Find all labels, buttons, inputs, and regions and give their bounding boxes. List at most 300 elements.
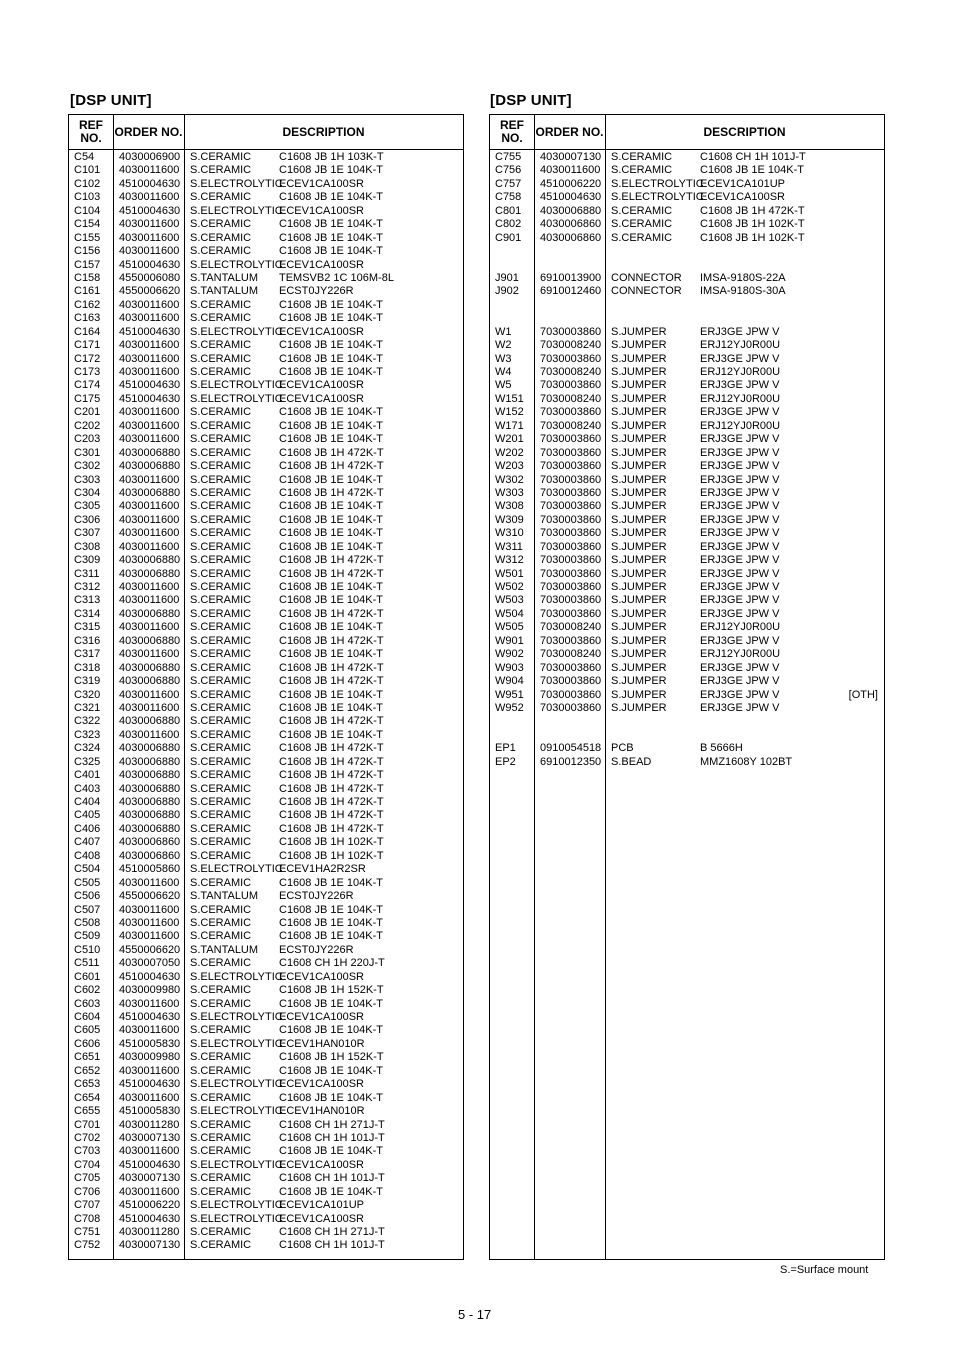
order-no-cell: 4030011600 — [119, 406, 180, 419]
table-row — [69, 554, 463, 567]
order-no-cell: 0910054518 — [540, 742, 602, 755]
order-no-cell: 4550006620 — [119, 285, 181, 298]
table-row — [69, 1119, 463, 1132]
ref-no-cell: C504 — [74, 863, 101, 876]
part-type-cell: S.CERAMIC — [190, 607, 252, 620]
part-type-cell: S.CERAMIC — [190, 634, 252, 647]
left-rows — [69, 151, 463, 1253]
order-no-cell: 4510004630 — [119, 1011, 181, 1023]
part-type-cell: S.JUMPER — [611, 688, 667, 701]
ref-no-cell: W309 — [495, 513, 524, 526]
order-no-cell: 4030006880 — [119, 460, 181, 473]
order-no-cell: 4030007130 — [119, 1239, 181, 1252]
part-value-cell: MMZ1608Y 102BT — [700, 755, 793, 768]
table-row — [490, 756, 884, 769]
part-type-cell: S.JUMPER — [611, 621, 667, 634]
ref-no-cell: W904 — [495, 675, 524, 688]
table-row — [69, 1145, 463, 1158]
table-row — [490, 205, 884, 218]
part-value-cell: ECEV1CA100SR — [700, 191, 785, 204]
part-value-cell: TEMSVB2 1C 106M-8L — [279, 271, 394, 284]
order-no-cell: 7030003860 — [540, 460, 602, 473]
part-type-cell: S.CERAMIC — [190, 984, 252, 997]
order-no-cell: 7030003860 — [540, 325, 602, 338]
part-value-cell: C1608 JB 1H 102K-T — [700, 218, 805, 231]
table-row — [69, 648, 463, 661]
header-ref-no: REF NO. — [79, 118, 103, 145]
table-row — [69, 151, 463, 164]
part-value-cell: ECST0JY226R — [279, 943, 354, 956]
ref-no-cell: W503 — [495, 594, 524, 607]
ref-no-cell: W952 — [495, 701, 524, 714]
ref-no-cell: W302 — [495, 473, 524, 486]
page-number: 5 - 17 — [458, 1307, 492, 1322]
table-row — [490, 232, 884, 245]
part-value-cell: ERJ3GE JPW V — [700, 527, 780, 540]
table-row — [69, 944, 463, 957]
ref-no-cell: C901 — [495, 231, 522, 244]
part-value-cell: C1608 CH 1H 101J-T — [279, 1172, 385, 1185]
part-value-cell: C1608 JB 1H 472K-T — [279, 809, 384, 822]
part-type-cell: S.CERAMIC — [190, 675, 252, 688]
ref-no-cell: C301 — [74, 446, 101, 459]
part-type-cell: S.CERAMIC — [190, 473, 252, 486]
ref-no-cell: C408 — [74, 849, 101, 862]
table-row — [69, 285, 463, 298]
part-type-cell: S.CERAMIC — [611, 218, 673, 231]
part-value-cell: ERJ12YJ0R00U — [700, 392, 781, 405]
part-value-cell: C1608 JB 1H 102K-T — [279, 849, 384, 862]
part-value-cell: C1608 JB 1E 104K-T — [700, 164, 804, 177]
part-type-cell: S.CERAMIC — [190, 661, 252, 674]
table-row — [69, 621, 463, 634]
ref-no-cell: C758 — [495, 191, 522, 204]
part-type-cell: S.CERAMIC — [611, 231, 673, 244]
ref-no-cell: C751 — [74, 1226, 101, 1238]
table-row — [490, 299, 884, 312]
table-row — [69, 474, 463, 487]
part-value-cell: C1608 JB 1E 104K-T — [279, 419, 383, 432]
part-type-cell: S.CERAMIC — [190, 1091, 252, 1104]
order-no-cell: 7030003860 — [540, 607, 602, 620]
ref-no-cell: W2 — [495, 339, 512, 352]
part-value-cell: C1608 JB 1E 104K-T — [279, 406, 383, 419]
part-value-cell: ERJ3GE JPW V — [700, 567, 780, 580]
part-type-cell: S.ELECTROLYTIC — [190, 1199, 283, 1212]
part-value-cell: C1608 JB 1E 104K-T — [279, 621, 383, 634]
order-no-cell: 4030006860 — [119, 836, 181, 849]
order-no-cell: 4030011600 — [119, 540, 180, 553]
ref-no-cell: C157 — [74, 258, 101, 271]
part-type-cell: S.CERAMIC — [190, 191, 252, 204]
order-no-cell: 7030003860 — [540, 540, 602, 553]
part-type-cell: S.CERAMIC — [190, 876, 252, 889]
ref-no-cell: C401 — [74, 769, 101, 782]
part-type-cell: S.ELECTROLYTIC — [190, 392, 283, 405]
ref-no-cell: C651 — [74, 1051, 101, 1064]
ref-no-cell: C756 — [495, 164, 522, 177]
ref-no-cell: C320 — [74, 688, 101, 701]
order-no-cell: 7030003860 — [540, 701, 602, 714]
order-no-cell: 7030003860 — [540, 527, 602, 540]
part-value-cell: ERJ3GE JPW V — [700, 325, 780, 338]
table-row — [69, 1199, 463, 1212]
order-no-cell: 4030006880 — [119, 715, 181, 728]
part-value-cell: C1608 JB 1E 104K-T — [279, 594, 383, 607]
table-row — [69, 702, 463, 715]
part-type-cell: S.CERAMIC — [190, 849, 252, 862]
part-value-cell: ECEV1CA100SR — [279, 204, 364, 217]
order-no-cell: 4030007050 — [119, 957, 181, 970]
part-value-cell: C1608 JB 1H 102K-T — [700, 231, 805, 244]
order-no-cell: 7030003860 — [540, 661, 602, 674]
ref-no-cell: C605 — [74, 1024, 101, 1037]
table-row — [69, 568, 463, 581]
surface-mount-footnote: S.=Surface mount — [780, 1264, 869, 1276]
part-type-cell: S.BEAD — [611, 755, 652, 768]
part-value-cell: C1608 JB 1H 472K-T — [279, 675, 384, 688]
order-no-cell: 4030011600 — [119, 352, 180, 365]
part-type-cell: S.CERAMIC — [190, 231, 252, 244]
part-value-cell: ECEV1CA100SR — [279, 258, 364, 271]
part-type-cell: S.JUMPER — [611, 701, 667, 714]
part-type-cell: S.TANTALUM — [190, 890, 259, 903]
order-no-cell: 4030006880 — [119, 634, 181, 647]
part-value-cell: ERJ3GE JPW V — [700, 513, 780, 526]
order-no-cell: 4030011600 — [119, 903, 180, 916]
part-type-cell: S.CERAMIC — [190, 648, 252, 661]
ref-no-cell: C801 — [495, 204, 522, 217]
part-value-cell: C1608 JB 1E 104K-T — [279, 997, 383, 1010]
part-type-cell: S.CERAMIC — [190, 486, 252, 499]
table-row — [69, 1078, 463, 1091]
table-row — [69, 930, 463, 943]
part-value-cell: C1608 JB 1E 104K-T — [279, 352, 383, 365]
table-row — [69, 1132, 463, 1145]
left-parts-table — [68, 114, 464, 1260]
ref-no-cell: C655 — [74, 1105, 101, 1118]
part-value-cell: C1608 JB 1H 472K-T — [279, 715, 384, 728]
order-no-cell: 4030006880 — [540, 204, 602, 217]
ref-no-cell: C604 — [74, 1011, 101, 1023]
ref-no-cell: C308 — [74, 540, 101, 553]
part-value-cell: ECEV1CA100SR — [279, 1158, 364, 1171]
order-no-cell: 4550006080 — [119, 271, 181, 284]
part-type-cell: S.CERAMIC — [190, 1131, 252, 1144]
part-value-cell: C1608 JB 1E 104K-T — [279, 876, 383, 889]
part-value-cell: C1608 JB 1H 472K-T — [279, 554, 384, 567]
ref-no-cell: C319 — [74, 675, 101, 688]
table-row — [69, 272, 463, 285]
order-no-cell: 4030006880 — [119, 486, 181, 499]
order-no-cell: 7030003860 — [540, 567, 602, 580]
ref-no-cell: C161 — [74, 285, 101, 298]
order-no-cell: 4510004630 — [540, 191, 602, 204]
ref-no-cell: W901 — [495, 634, 524, 647]
table-row — [69, 500, 463, 513]
ref-no-cell: C164 — [74, 325, 101, 338]
part-value-cell: ECEV1HAN010R — [279, 1037, 365, 1050]
part-value-cell: ECEV1HA2R2SR — [279, 863, 366, 876]
order-no-cell: 7030003860 — [540, 634, 602, 647]
table-row — [490, 272, 884, 285]
part-value-cell: C1608 JB 1E 104K-T — [279, 473, 383, 486]
part-value-cell: ERJ3GE JPW V — [700, 473, 780, 486]
part-value-cell: C1608 JB 1H 472K-T — [700, 204, 805, 217]
table-row — [69, 259, 463, 272]
part-value-cell: ERJ12YJ0R00U — [700, 621, 781, 634]
table-row — [69, 796, 463, 809]
part-type-cell: S.CERAMIC — [190, 312, 252, 325]
part-value-cell: C1608 JB 1E 104K-T — [279, 688, 383, 701]
ref-no-cell: C155 — [74, 231, 101, 244]
order-no-cell: 4510004630 — [119, 204, 181, 217]
ref-no-cell: W3 — [495, 352, 512, 365]
part-value-cell: C1608 JB 1H 152K-T — [279, 984, 384, 997]
table-row — [490, 554, 884, 567]
ref-no-cell: C703 — [74, 1145, 101, 1158]
part-type-cell: S.CERAMIC — [190, 1172, 252, 1185]
part-value-cell: ECEV1CA101UP — [279, 1199, 364, 1212]
part-value-cell: C1608 JB 1E 104K-T — [279, 1145, 383, 1158]
ref-no-cell: W203 — [495, 460, 524, 473]
table-row — [69, 353, 463, 366]
order-no-cell: 4030011600 — [119, 366, 180, 378]
table-row — [69, 1239, 463, 1252]
part-type-cell: S.JUMPER — [611, 419, 667, 432]
part-value-cell: C1608 JB 1H 472K-T — [279, 607, 384, 620]
ref-no-cell: W951 — [495, 688, 524, 701]
table-row — [490, 581, 884, 594]
part-value-cell: ERJ3GE JPW V — [700, 675, 780, 688]
table-row — [69, 877, 463, 890]
order-no-cell: 4510004630 — [119, 325, 181, 338]
table-row — [69, 742, 463, 755]
part-value-cell: C1608 JB 1E 104K-T — [279, 1064, 383, 1077]
order-no-cell: 4030011600 — [119, 1185, 180, 1198]
order-no-cell: 4030011600 — [119, 594, 180, 607]
ref-no-cell: W5 — [495, 379, 512, 392]
order-no-cell: 4030006880 — [119, 796, 181, 808]
table-row — [69, 1105, 463, 1118]
order-no-cell: 7030003860 — [540, 688, 602, 701]
order-no-cell: 4030011600 — [119, 916, 180, 929]
part-type-cell: S.CERAMIC — [190, 688, 252, 701]
part-type-cell: S.CERAMIC — [190, 1118, 252, 1131]
order-no-cell: 7030003860 — [540, 406, 602, 419]
ref-no-cell: C704 — [74, 1158, 101, 1171]
part-value-cell: C1608 JB 1E 104K-T — [279, 903, 383, 916]
part-type-cell: S.JUMPER — [611, 581, 667, 593]
table-row — [490, 729, 884, 742]
part-value-cell: ERJ3GE JPW V — [700, 446, 780, 459]
part-value-cell: C1608 JB 1E 104K-T — [279, 728, 383, 741]
table-row — [69, 379, 463, 392]
ref-no-cell: C606 — [74, 1037, 101, 1050]
table-row — [490, 608, 884, 621]
part-type-cell: S.ELECTROLYTIC — [190, 379, 283, 392]
ref-no-cell: W501 — [495, 567, 524, 580]
ref-no-cell: C174 — [74, 379, 101, 392]
table-row — [490, 527, 884, 540]
ref-no-cell: C175 — [74, 392, 101, 405]
part-type-cell: S.CERAMIC — [190, 339, 252, 352]
ref-no-cell: C323 — [74, 728, 101, 741]
order-no-cell: 4550006620 — [119, 943, 181, 956]
ref-no-cell: W504 — [495, 607, 524, 620]
ref-no-cell: C54 — [74, 151, 95, 163]
order-no-cell: 4030011600 — [119, 1064, 180, 1077]
part-value-cell: ERJ3GE JPW V — [700, 554, 780, 567]
part-value-cell: C1608 JB 1E 104K-T — [279, 916, 383, 929]
part-type-cell: S.JUMPER — [611, 392, 667, 405]
table-row — [69, 527, 463, 540]
part-value-cell: ERJ3GE JPW V — [700, 379, 780, 392]
part-type-cell: CONNECTOR — [611, 271, 682, 284]
part-value-cell: C1608 JB 1E 104K-T — [279, 581, 383, 593]
part-value-cell: ECEV1CA100SR — [279, 392, 364, 405]
order-no-cell: 4030011600 — [119, 298, 180, 311]
table-row — [69, 218, 463, 231]
order-no-cell: 4030011600 — [119, 688, 180, 701]
part-type-cell: S.JUMPER — [611, 500, 667, 513]
part-type-cell: S.JUMPER — [611, 352, 667, 365]
part-value-cell: ERJ3GE JPW V — [700, 581, 780, 593]
order-no-cell: 7030003860 — [540, 486, 602, 499]
part-type-cell: S.JUMPER — [611, 325, 667, 338]
table-row — [69, 245, 463, 258]
table-row — [69, 420, 463, 433]
table-row — [69, 689, 463, 702]
order-no-cell: 4510004630 — [119, 379, 181, 392]
order-no-cell: 4510004630 — [119, 970, 181, 983]
order-no-cell: 4030011600 — [119, 513, 180, 526]
note-cell: [OTH] — [848, 688, 878, 701]
table-row — [69, 675, 463, 688]
ref-no-cell: J901 — [495, 271, 519, 284]
ref-no-cell: C405 — [74, 809, 101, 822]
ref-no-cell: C510 — [74, 943, 101, 956]
part-type-cell: S.CERAMIC — [190, 903, 252, 916]
ref-no-cell: W311 — [495, 540, 523, 553]
table-row — [69, 514, 463, 527]
part-type-cell: S.ELECTROLYTIC — [190, 177, 283, 190]
part-value-cell: ERJ3GE JPW V — [700, 352, 780, 365]
part-type-cell: S.CERAMIC — [190, 540, 252, 553]
part-type-cell: S.CERAMIC — [190, 446, 252, 459]
order-no-cell: 7030003860 — [540, 473, 602, 486]
ref-no-cell: C201 — [74, 406, 101, 419]
order-no-cell: 4030006860 — [119, 849, 181, 862]
order-no-cell: 7030003860 — [540, 554, 602, 567]
part-type-cell: S.ELECTROLYTIC — [190, 1011, 283, 1023]
table-row — [69, 447, 463, 460]
ref-no-cell: C653 — [74, 1078, 101, 1091]
ref-no-cell: C312 — [74, 581, 101, 593]
part-value-cell: C1608 JB 1H 472K-T — [279, 782, 384, 795]
order-no-cell: 7030003860 — [540, 594, 602, 607]
table-row — [69, 1186, 463, 1199]
part-type-cell: S.JUMPER — [611, 527, 667, 540]
part-type-cell: S.ELECTROLYTIC — [190, 1037, 283, 1050]
order-no-cell: 4030007130 — [540, 151, 602, 163]
order-no-cell: 4030007130 — [119, 1131, 181, 1144]
ref-no-cell: C162 — [74, 298, 101, 311]
part-value-cell: C1608 JB 1E 104K-T — [279, 164, 383, 177]
order-no-cell: 7030003860 — [540, 352, 602, 365]
ref-no-cell: C303 — [74, 473, 101, 486]
part-type-cell: S.ELECTROLYTIC — [190, 970, 283, 983]
part-value-cell: ECEV1CA100SR — [279, 379, 364, 392]
table-row — [69, 541, 463, 554]
order-no-cell: 6910013900 — [540, 271, 602, 284]
part-type-cell: S.JUMPER — [611, 486, 667, 499]
table-row — [490, 164, 884, 177]
ref-no-cell: C318 — [74, 661, 101, 674]
table-row — [490, 662, 884, 675]
part-type-cell: S.JUMPER — [611, 366, 667, 378]
order-no-cell: 4030011280 — [119, 1226, 180, 1238]
part-value-cell: C1608 CH 1H 101J-T — [700, 151, 806, 163]
order-no-cell: 4030011600 — [119, 419, 180, 432]
table-row — [69, 339, 463, 352]
part-value-cell: C1608 CH 1H 220J-T — [279, 957, 385, 970]
ref-no-cell: C316 — [74, 634, 101, 647]
part-type-cell: S.CERAMIC — [190, 1185, 252, 1198]
part-value-cell: ERJ3GE JPW V — [700, 433, 780, 446]
order-no-cell: 4030006860 — [540, 218, 602, 231]
order-no-cell: 4030011600 — [119, 1024, 180, 1037]
part-value-cell: ECEV1CA100SR — [279, 1212, 364, 1225]
part-value-cell: B 5666H — [700, 742, 743, 755]
ref-no-cell: C322 — [74, 715, 101, 728]
order-no-cell: 4030011600 — [119, 527, 180, 540]
order-no-cell: 4510005830 — [119, 1037, 181, 1050]
order-no-cell: 4510005860 — [119, 863, 181, 876]
ref-no-cell: C203 — [74, 433, 101, 446]
order-no-cell: 7030003860 — [540, 433, 602, 446]
ref-no-cell: W308 — [495, 500, 524, 513]
table-row — [69, 1065, 463, 1078]
table-row — [69, 312, 463, 325]
part-type-cell: S.CERAMIC — [190, 406, 252, 419]
part-value-cell: C1608 CH 1H 101J-T — [279, 1239, 385, 1252]
part-value-cell: C1608 JB 1H 472K-T — [279, 446, 384, 459]
ref-no-cell: C302 — [74, 460, 101, 473]
table-row — [490, 245, 884, 258]
order-no-cell: 4030006880 — [119, 782, 181, 795]
part-type-cell: S.JUMPER — [611, 433, 667, 446]
ref-no-cell: C317 — [74, 648, 101, 661]
ref-no-cell: W202 — [495, 446, 524, 459]
order-no-cell: 4510006220 — [119, 1199, 181, 1212]
part-value-cell: C1608 JB 1E 104K-T — [279, 218, 383, 231]
ref-no-cell: C309 — [74, 554, 101, 567]
part-value-cell: ECEV1CA100SR — [279, 325, 364, 338]
table-row — [490, 675, 884, 688]
part-type-cell: S.CERAMIC — [611, 204, 673, 217]
ref-no-cell: C311 — [74, 567, 100, 580]
part-type-cell: S.JUMPER — [611, 406, 667, 419]
part-value-cell: C1608 JB 1H 472K-T — [279, 742, 384, 755]
part-type-cell: S.CERAMIC — [190, 554, 252, 567]
table-row — [490, 487, 884, 500]
part-type-cell: S.JUMPER — [611, 540, 667, 553]
part-value-cell: C1608 JB 1E 104K-T — [279, 701, 383, 714]
table-row — [490, 568, 884, 581]
table-row — [69, 890, 463, 903]
part-type-cell: S.CERAMIC — [611, 151, 673, 163]
